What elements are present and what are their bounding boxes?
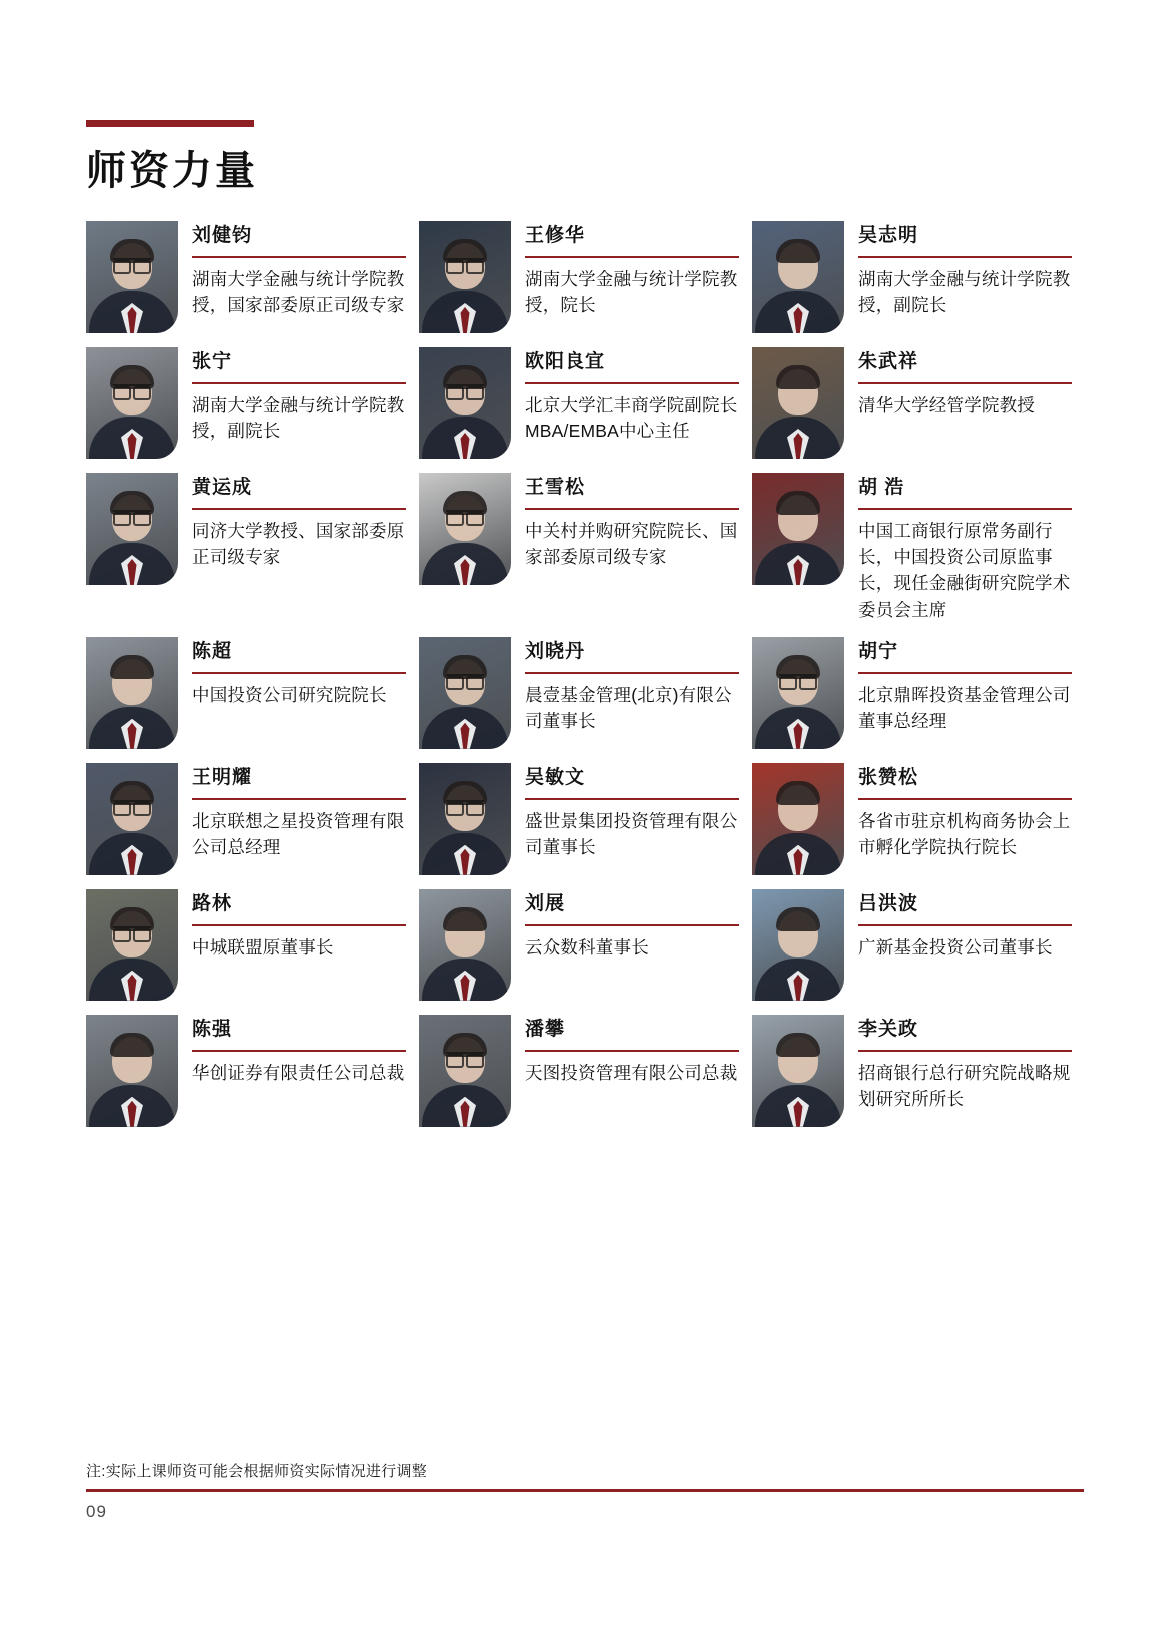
faculty-name: 张宁 <box>192 351 233 372</box>
faculty-info <box>858 1015 1072 1112</box>
faculty-name: 李关政 <box>858 1018 919 1040</box>
faculty-info <box>858 473 1072 623</box>
faculty-portrait <box>86 763 178 875</box>
faculty-card <box>86 637 406 749</box>
faculty-description: 北京大学汇丰商学院副院长 MBA/EMBA中心主任 <box>525 394 738 442</box>
faculty-card <box>752 763 1072 875</box>
faculty-description: 湖南大学金融与统计学院教授，院长 <box>525 268 738 316</box>
faculty-name: 潘攀 <box>525 1018 566 1040</box>
faculty-divider <box>858 672 1072 674</box>
faculty-info <box>192 473 406 570</box>
faculty-portrait <box>419 763 511 875</box>
faculty-card <box>86 763 406 875</box>
faculty-card <box>752 473 1072 623</box>
faculty-name: 吴志明 <box>858 225 919 246</box>
faculty-divider <box>858 798 1072 800</box>
glasses-icon <box>446 674 484 687</box>
faculty-description: 中国投资公司研究院院长 <box>192 684 387 705</box>
faculty-section <box>86 120 1084 1127</box>
faculty-portrait <box>419 221 511 333</box>
faculty-divider <box>858 924 1072 926</box>
faculty-name: 黄运成 <box>192 477 253 498</box>
faculty-portrait <box>752 1015 844 1127</box>
faculty-info <box>525 889 739 960</box>
glasses-icon <box>446 1052 484 1065</box>
faculty-description: 中关村并购研究院院长、国家部委原司级专家 <box>525 520 738 568</box>
faculty-portrait <box>419 347 511 459</box>
faculty-name: 吕洪波 <box>858 892 919 914</box>
footer-rule <box>86 1489 1084 1492</box>
faculty-description: 湖南大学金融与统计学院教授，国家部委原正司级专家 <box>192 268 405 316</box>
faculty-divider <box>192 382 406 384</box>
faculty-info <box>858 763 1072 860</box>
faculty-description: 清华大学经管学院教授 <box>858 394 1035 415</box>
portrait-hair <box>776 781 820 805</box>
faculty-card <box>86 473 406 623</box>
faculty-info <box>192 889 406 960</box>
faculty-info <box>192 1015 406 1086</box>
faculty-description: 中国工商银行原常务副行长，中国投资公司原监事长，现任金融街研究院学术委员会主席 <box>858 520 1071 620</box>
faculty-description: 盛世景集团投资管理有限公司董事长 <box>525 810 738 857</box>
faculty-description: 天图投资管理有限公司总裁 <box>525 1062 738 1083</box>
glasses-icon <box>113 384 151 397</box>
faculty-portrait <box>419 637 511 749</box>
portrait-hair <box>776 239 820 263</box>
faculty-divider <box>858 1050 1072 1052</box>
faculty-description: 同济大学教授、国家部委原正司级专家 <box>192 520 405 568</box>
faculty-name: 刘展 <box>525 892 566 914</box>
faculty-card <box>419 473 739 623</box>
faculty-divider <box>525 508 739 510</box>
faculty-info <box>858 889 1072 960</box>
faculty-divider <box>192 672 406 674</box>
faculty-info <box>525 347 739 444</box>
faculty-description: 各省市驻京机构商务协会上市孵化学院执行院长 <box>858 810 1071 857</box>
faculty-grid <box>86 221 1084 1127</box>
faculty-divider <box>525 672 739 674</box>
faculty-info <box>192 347 406 444</box>
portrait-hair <box>776 491 820 515</box>
portrait-hair <box>110 655 154 679</box>
faculty-card <box>86 221 406 333</box>
faculty-card <box>752 347 1072 459</box>
faculty-divider <box>858 508 1072 510</box>
faculty-card <box>86 889 406 1001</box>
faculty-card <box>419 889 739 1001</box>
faculty-card <box>419 637 739 749</box>
faculty-divider <box>525 382 739 384</box>
faculty-portrait <box>86 637 178 749</box>
faculty-description: 湖南大学金融与统计学院教授，副院长 <box>192 394 405 442</box>
faculty-card <box>752 889 1072 1001</box>
faculty-description: 晨壹基金管理(北京)有限公司董事长 <box>525 684 732 731</box>
faculty-description: 云众数科董事长 <box>525 936 649 957</box>
faculty-portrait <box>752 221 844 333</box>
faculty-name: 胡宁 <box>858 640 899 662</box>
glasses-icon <box>446 800 484 813</box>
faculty-divider <box>525 256 739 258</box>
page-title: 师资力量 <box>86 149 258 193</box>
faculty-info <box>858 347 1072 418</box>
faculty-divider <box>525 924 739 926</box>
faculty-name: 陈超 <box>192 640 233 662</box>
portrait-hair <box>776 1033 820 1057</box>
faculty-description: 招商银行总行研究院战略规划研究所所长 <box>858 1062 1071 1109</box>
faculty-name: 王雪松 <box>525 477 586 498</box>
faculty-portrait <box>419 1015 511 1127</box>
faculty-divider <box>525 798 739 800</box>
faculty-card <box>419 763 739 875</box>
faculty-info <box>192 637 406 708</box>
faculty-info <box>525 473 739 570</box>
faculty-card <box>419 221 739 333</box>
faculty-portrait <box>86 347 178 459</box>
glasses-icon <box>113 926 151 939</box>
faculty-divider <box>192 256 406 258</box>
faculty-portrait <box>86 889 178 1001</box>
glasses-icon <box>113 800 151 813</box>
faculty-name: 刘晓丹 <box>525 640 586 662</box>
faculty-info <box>858 637 1072 734</box>
faculty-divider <box>192 798 406 800</box>
faculty-divider <box>192 508 406 510</box>
faculty-divider <box>525 1050 739 1052</box>
faculty-card <box>752 1015 1072 1127</box>
glasses-icon <box>446 510 484 523</box>
faculty-card <box>419 347 739 459</box>
faculty-description: 华创证券有限责任公司总裁 <box>192 1062 405 1083</box>
footnote: 注:实际上课师资可能会根据师资实际情况进行调整 <box>86 1463 428 1480</box>
portrait-hair <box>776 365 820 389</box>
faculty-card <box>86 347 406 459</box>
faculty-portrait <box>86 1015 178 1127</box>
faculty-info <box>192 221 406 318</box>
faculty-name: 胡 浩 <box>858 477 905 498</box>
faculty-description: 北京联想之星投资管理有限公司总经理 <box>192 810 405 857</box>
faculty-divider <box>858 382 1072 384</box>
faculty-portrait <box>419 473 511 585</box>
glasses-icon <box>113 258 151 271</box>
portrait-hair <box>776 907 820 931</box>
faculty-portrait <box>86 473 178 585</box>
glasses-icon <box>113 510 151 523</box>
faculty-info <box>525 637 739 734</box>
faculty-info <box>525 763 739 860</box>
faculty-card <box>752 637 1072 749</box>
faculty-name: 吴敏文 <box>525 766 586 788</box>
faculty-description: 湖南大学金融与统计学院教授，副院长 <box>858 268 1071 316</box>
faculty-description: 北京鼎晖投资基金管理公司董事总经理 <box>858 684 1071 731</box>
title-accent-rule <box>86 120 254 127</box>
portrait-hair <box>110 1033 154 1057</box>
faculty-info <box>858 221 1072 318</box>
faculty-info <box>192 763 406 860</box>
faculty-name: 欧阳良宜 <box>525 351 606 372</box>
faculty-description: 中城联盟原董事长 <box>192 936 334 957</box>
page-number: 09 <box>86 1502 107 1521</box>
faculty-portrait <box>752 763 844 875</box>
portrait-hair <box>443 907 487 931</box>
faculty-name: 王修华 <box>525 225 586 246</box>
faculty-name: 朱武祥 <box>858 351 919 372</box>
faculty-divider <box>858 256 1072 258</box>
faculty-portrait <box>752 637 844 749</box>
faculty-info <box>525 221 739 318</box>
faculty-divider <box>192 1050 406 1052</box>
glasses-icon <box>779 674 817 687</box>
glasses-icon <box>446 258 484 271</box>
faculty-portrait <box>752 473 844 585</box>
faculty-name: 路林 <box>192 892 233 914</box>
faculty-portrait <box>419 889 511 1001</box>
faculty-divider <box>192 924 406 926</box>
faculty-name: 张赞松 <box>858 766 919 788</box>
faculty-name: 陈强 <box>192 1018 233 1040</box>
faculty-portrait <box>752 347 844 459</box>
faculty-card <box>752 221 1072 333</box>
glasses-icon <box>446 384 484 397</box>
faculty-name: 刘健钧 <box>192 225 253 246</box>
faculty-name: 王明耀 <box>192 766 253 788</box>
faculty-card <box>419 1015 739 1127</box>
faculty-portrait <box>86 221 178 333</box>
faculty-card <box>86 1015 406 1127</box>
faculty-portrait <box>752 889 844 1001</box>
faculty-description: 广新基金投资公司董事长 <box>858 936 1053 957</box>
faculty-info <box>525 1015 739 1086</box>
